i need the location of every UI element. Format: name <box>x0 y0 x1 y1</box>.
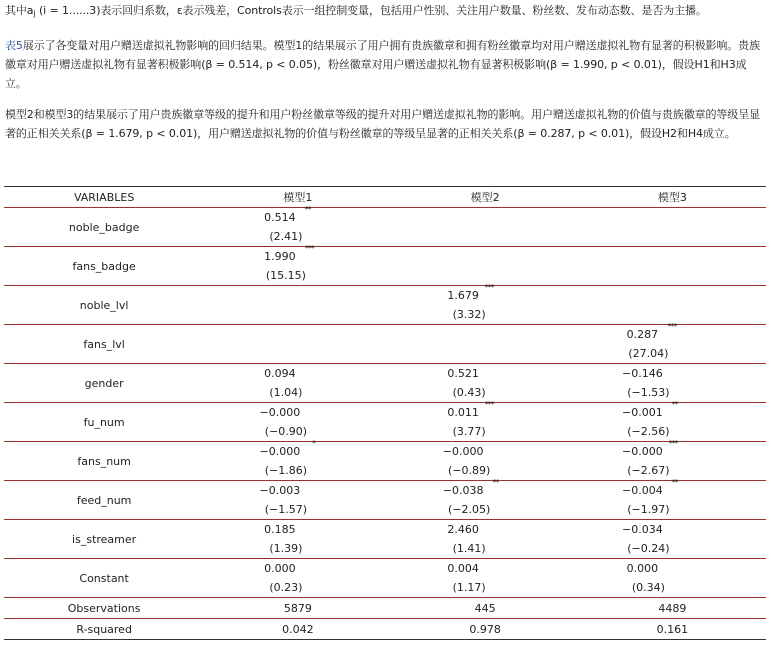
significance-stars: *** <box>668 439 678 448</box>
table-row <box>4 403 766 442</box>
cell-m1 <box>204 481 391 520</box>
t-statistic: (1.04) <box>269 386 303 399</box>
cell-m2 <box>391 559 578 598</box>
cell-m2 <box>391 325 578 364</box>
coefficient: 0.521 <box>447 367 479 380</box>
t-statistic: (−1.97) <box>627 503 670 516</box>
t-statistic: (2.41) <box>269 230 303 243</box>
variable-name: fu_num <box>4 403 204 442</box>
t-statistic: (0.34) <box>631 581 665 594</box>
variable-name: noble_badge <box>4 208 204 247</box>
stats-row <box>4 619 766 640</box>
variable-name: gender <box>4 364 204 403</box>
intro-paragraph-3: 模型2和模型3的结果展示了用户贵族徽章等级的提升和用户粉丝徽章等级的提升对用户赠送虚拟礼物的影响。用户赠送虚拟礼物的价值与贵族徽章的等级呈显著的正相关关系(β = 1.679, p < 0.01)，用户赠送虚拟礼物的价值与粉丝徽章的等级呈显著的正相关关系(β = 0.287, p < 0.01)，假设H2和H4成立。 <box>5 108 760 140</box>
t-statistic: (−1.53) <box>627 386 670 399</box>
t-statistic: (−0.89) <box>447 464 491 477</box>
coef-block <box>447 400 494 441</box>
coef-block <box>263 205 311 246</box>
coefficient: −0.003 <box>259 484 301 497</box>
coefficient: 0.185 <box>264 523 296 536</box>
coef-block <box>442 478 499 519</box>
p1-text-b: (i = 1......3)表示回归系数，ε表示残差，Controls表示一组控制变量，包括用户性别、关注用户数量、粉丝数、发布动态数、是否为主播。 <box>35 4 707 17</box>
t-statistic: (−0.24) <box>627 542 670 555</box>
variable-name: feed_num <box>4 481 204 520</box>
variable-name: fans_lvl <box>4 325 204 364</box>
p1-text-a: 其中a <box>5 4 34 17</box>
variable-name: Constant <box>4 559 204 598</box>
stat-value: 445 <box>391 598 578 619</box>
coef-block <box>259 481 308 519</box>
coefficient: −0.000 <box>442 445 484 458</box>
cell-m2 <box>391 400 578 442</box>
stat-value: 0.978 <box>391 619 578 640</box>
table-row <box>4 364 766 403</box>
variable-name: fans_num <box>4 442 204 481</box>
table-row <box>4 520 766 559</box>
t-statistic: (1.41) <box>452 542 486 555</box>
significance-stars: ** <box>492 478 499 487</box>
significance-stars: *** <box>484 283 494 292</box>
stat-label: R-squared <box>4 619 204 640</box>
coef-block <box>621 364 670 402</box>
t-statistic: (27.04) <box>628 347 669 360</box>
coef-block <box>259 439 316 480</box>
intro-paragraph-2 <box>5 36 765 93</box>
header-model-3: 模型3 <box>579 187 766 208</box>
variable-name: fans_badge <box>4 247 204 286</box>
cell-m1 <box>204 364 391 403</box>
coefficient: 0.000 <box>264 562 296 575</box>
coefficient: 1.990 <box>264 250 296 263</box>
coef-block <box>622 322 677 363</box>
coef-block <box>621 520 670 558</box>
cell-m1 <box>204 403 391 442</box>
coefficient: 0.287 <box>626 328 659 341</box>
significance-stars: *** <box>304 244 314 253</box>
coef-block <box>260 244 314 285</box>
cell-m2 <box>391 442 578 481</box>
t-statistic: (15.15) <box>265 269 306 282</box>
cell-m2 <box>391 208 578 247</box>
coef-block <box>442 442 491 480</box>
coef-block <box>447 283 494 324</box>
coefficient: −0.004 <box>621 484 663 497</box>
header-model-2: 模型2 <box>391 187 578 208</box>
cell-m1 <box>204 205 391 247</box>
stat-value: 0.161 <box>579 619 766 640</box>
stat-value: 5879 <box>204 598 391 619</box>
cell-m2 <box>391 478 578 520</box>
t-statistic: (−1.86) <box>264 464 308 477</box>
header-model-1: 模型1 <box>204 187 391 208</box>
coefficient: 0.000 <box>626 562 659 575</box>
t-statistic: (−1.57) <box>264 503 308 516</box>
coefficient: −0.001 <box>621 406 663 419</box>
coef-block <box>263 364 303 402</box>
coefficient: −0.000 <box>259 406 301 419</box>
cell-m3 <box>579 559 766 598</box>
cell-m1 <box>204 286 391 325</box>
coef-block <box>626 559 665 597</box>
table-5-link[interactable]: 表5 <box>5 39 23 52</box>
significance-stars: * <box>312 439 316 448</box>
variable-name: noble_lvl <box>4 286 204 325</box>
table-row <box>4 247 766 286</box>
coefficient: −0.000 <box>621 445 663 458</box>
coefficient: −0.000 <box>259 445 301 458</box>
cell-m3 <box>579 520 766 559</box>
table-row <box>4 286 766 325</box>
cell-m2 <box>391 283 578 325</box>
coef-block <box>447 520 486 558</box>
table-header-row <box>4 187 766 208</box>
t-statistic: (1.17) <box>452 581 486 594</box>
p1-subscript: j <box>33 9 36 18</box>
cell-m1 <box>204 559 391 598</box>
t-statistic: (3.77) <box>452 425 486 438</box>
cell-m1 <box>204 439 391 481</box>
table-row <box>4 325 766 364</box>
coef-block <box>263 520 303 558</box>
t-statistic: (−0.90) <box>264 425 308 438</box>
table-row <box>4 481 766 520</box>
coef-block <box>259 403 308 441</box>
variable-name: is_streamer <box>4 520 204 559</box>
cell-m3 <box>579 322 766 364</box>
coefficient: −0.034 <box>621 523 663 536</box>
coefficient: 0.011 <box>447 406 479 419</box>
p2-text: 展示了各变量对用户赠送虚拟礼物影响的回归结果。模型1的结果展示了用户拥有贵族徽章和拥有粉丝徽章均对用户赠送虚拟礼物有显著的积极影响。贵族徽章对用户赠送虚拟礼物有显著积极影响(β = 0.514, p < 0.05)，粉丝徽章对用户赠送虚拟礼物有显著积极影响(β = 1.990, p < 0.01)，假设H1和H3成立。 <box>5 39 761 90</box>
cell-m1 <box>204 244 391 286</box>
t-statistic: (3.32) <box>452 308 486 321</box>
t-statistic: (1.39) <box>269 542 303 555</box>
stat-value: 4489 <box>579 598 766 619</box>
cell-m3 <box>579 478 766 520</box>
coefficient: 0.094 <box>264 367 296 380</box>
t-statistic: (−2.56) <box>627 425 670 438</box>
significance-stars: ** <box>671 400 678 409</box>
cell-m1 <box>204 520 391 559</box>
t-statistic: (−2.05) <box>447 503 491 516</box>
stats-row <box>4 598 766 619</box>
significance-stars: ** <box>671 478 678 487</box>
coef-block <box>621 478 678 519</box>
coef-block <box>447 364 486 402</box>
intro-paragraph-1 <box>5 1 765 23</box>
table-row <box>4 442 766 481</box>
t-statistic: (0.43) <box>452 386 486 399</box>
coefficient: −0.038 <box>442 484 484 497</box>
t-statistic: (−2.67) <box>627 464 670 477</box>
header-variables: VARIABLES <box>4 187 204 208</box>
significance-stars: ** <box>304 205 311 214</box>
coefficient: 0.514 <box>264 211 296 224</box>
significance-stars: *** <box>484 400 494 409</box>
table-row <box>4 559 766 598</box>
coefficient: 0.004 <box>447 562 479 575</box>
coef-block <box>447 559 486 597</box>
coef-block <box>621 400 678 441</box>
cell-m2 <box>391 520 578 559</box>
coef-block <box>621 439 678 480</box>
t-statistic: (0.23) <box>269 581 303 594</box>
regression-table <box>4 186 766 640</box>
stat-value: 0.042 <box>204 619 391 640</box>
coefficient: 2.460 <box>447 523 479 536</box>
cell-m3 <box>579 208 766 247</box>
cell-m3 <box>579 247 766 286</box>
cell-m1 <box>204 325 391 364</box>
coef-block <box>263 559 303 597</box>
coefficient: −0.146 <box>621 367 663 380</box>
table-row <box>4 208 766 247</box>
stat-label: Observations <box>4 598 204 619</box>
significance-stars: *** <box>667 322 677 331</box>
coefficient: 1.679 <box>447 289 479 302</box>
